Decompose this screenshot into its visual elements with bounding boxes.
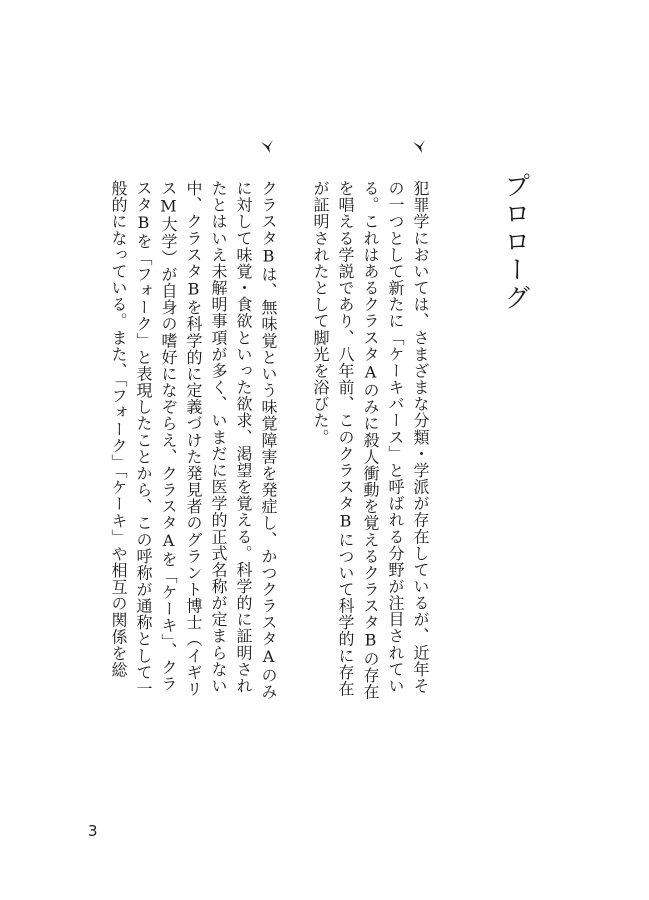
section-mark-icon	[411, 138, 427, 154]
paragraph1-line: が証明されたとして脚光を浴びた。	[311, 180, 330, 446]
paragraph1-line: の一つとして新たに「ケーキバース」と呼ばれる分野が注目されてい	[386, 180, 405, 694]
paragraph2-line: たとはいえ未解明事項が多く、いまだに医学的正式名称が定まらない	[209, 180, 228, 694]
section-mark-icon	[259, 138, 275, 154]
paragraph2-line: スM大学）が自身の嗜好になぞらえ、クラスタAを「ケーキ」、クラ	[159, 180, 178, 692]
paragraph2-line: 中、クラスタBを科学的に定義づけた発見者のグラント博士（イギリ	[184, 180, 203, 697]
paragraph1-line: る。これはあるクラスタAのみに殺人衝動を覚えるクラスタBの存在	[361, 180, 380, 700]
chapter-title: プロローグ	[500, 172, 530, 312]
paragraph1-line: 犯罪学においては、さまざまな分類・学派が存在しているが、近年そ	[411, 180, 430, 694]
paragraph2-line: に対して味覚・食欲といった欲求、渇望を覚える。科学的に証明され	[234, 180, 253, 694]
paragraph2-line: スタBを「フォーク」と表現したことから、この呼称が通称として一	[134, 180, 153, 697]
page-number: 3	[88, 822, 98, 840]
paragraph2-line: 般的になっている。また、「フォーク」「ケーキ」や相互の関係を総	[109, 180, 128, 678]
paragraph1-line: を唱える学説であり、八年前、このクラスタBについて科学的に存在	[336, 180, 355, 697]
paragraph2-line: クラスタBは、無味覚という味覚障害を発症し、かつクラスタAのみ	[259, 180, 278, 700]
